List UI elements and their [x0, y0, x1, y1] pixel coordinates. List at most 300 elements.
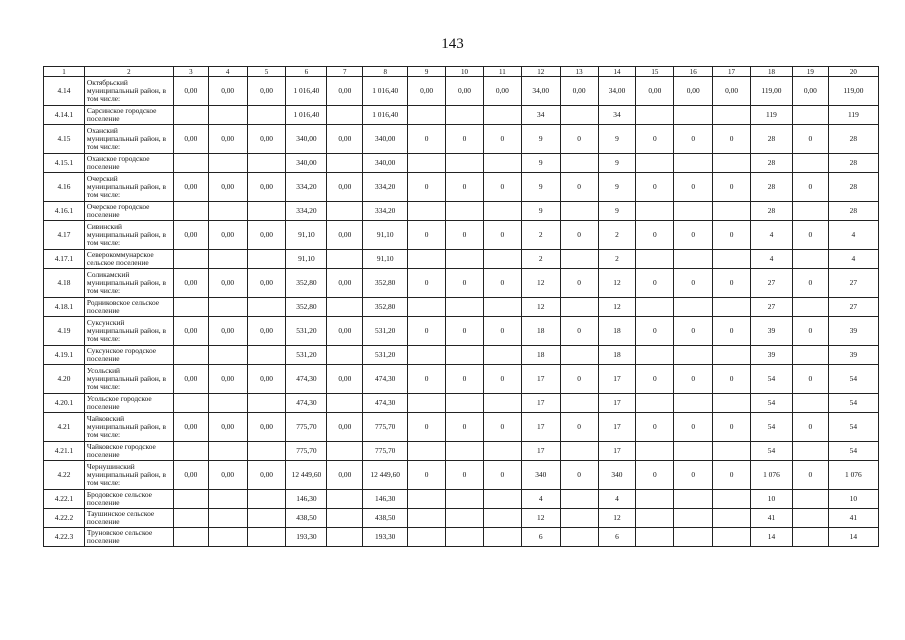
value-cell — [208, 202, 247, 221]
value-cell: 334,20 — [363, 173, 408, 202]
table-row — [44, 461, 879, 490]
value-cell — [446, 394, 484, 413]
row-number-cell: 4.19.1 — [44, 346, 85, 365]
header-cell: 3 — [173, 67, 208, 77]
value-cell — [247, 298, 286, 317]
municipality-name-cell: Бродовское сельское поселение — [84, 490, 173, 509]
value-cell: 6 — [521, 528, 560, 547]
value-cell: 12 — [521, 269, 560, 298]
value-cell: 340,00 — [363, 125, 408, 154]
value-cell: 0 — [713, 173, 751, 202]
table-row — [44, 298, 879, 317]
value-cell — [483, 106, 521, 125]
value-cell: 531,20 — [286, 346, 327, 365]
value-cell: 0,00 — [327, 461, 363, 490]
value-cell: 10 — [750, 490, 792, 509]
value-cell: 34 — [598, 106, 636, 125]
value-cell — [247, 490, 286, 509]
value-cell: 0 — [792, 221, 828, 250]
value-cell: 775,70 — [286, 442, 327, 461]
value-cell: 0 — [560, 125, 598, 154]
value-cell — [247, 509, 286, 528]
value-cell — [483, 154, 521, 173]
value-cell: 0 — [636, 365, 674, 394]
municipality-name-cell: Октябрьский муниципальный район, в том числе: — [84, 77, 173, 106]
value-cell: 0 — [483, 269, 521, 298]
value-cell: 193,30 — [363, 528, 408, 547]
header-cell: 12 — [521, 67, 560, 77]
row-number-cell: 4.21.1 — [44, 442, 85, 461]
value-cell — [713, 346, 751, 365]
value-cell: 41 — [750, 509, 792, 528]
value-cell: 0 — [636, 461, 674, 490]
header-cell: 14 — [598, 67, 636, 77]
value-cell: 4 — [828, 221, 878, 250]
value-cell: 119 — [828, 106, 878, 125]
value-cell: 0 — [674, 413, 713, 442]
value-cell — [483, 298, 521, 317]
value-cell: 39 — [828, 317, 878, 346]
value-cell: 34,00 — [598, 77, 636, 106]
value-cell: 91,10 — [286, 221, 327, 250]
value-cell — [674, 442, 713, 461]
value-cell — [408, 298, 446, 317]
table-row — [44, 394, 879, 413]
municipality-name-cell: Соликамский муниципальный район, в том числе: — [84, 269, 173, 298]
value-cell: 0,00 — [247, 269, 286, 298]
value-cell: 0,00 — [208, 125, 247, 154]
value-cell — [446, 202, 484, 221]
value-cell: 0,00 — [713, 77, 751, 106]
municipality-name-cell: Оханское городское поселение — [84, 154, 173, 173]
value-cell: 0,00 — [247, 461, 286, 490]
value-cell — [483, 442, 521, 461]
table-row — [44, 154, 879, 173]
value-cell: 4 — [750, 221, 792, 250]
value-cell: 17 — [598, 413, 636, 442]
value-cell — [560, 202, 598, 221]
value-cell — [792, 394, 828, 413]
row-number-cell: 4.17 — [44, 221, 85, 250]
value-cell: 1 016,40 — [286, 106, 327, 125]
value-cell: 474,30 — [286, 365, 327, 394]
value-cell: 2 — [598, 250, 636, 269]
table-row — [44, 442, 879, 461]
table-row — [44, 125, 879, 154]
value-cell: 352,80 — [286, 269, 327, 298]
header-cell: 4 — [208, 67, 247, 77]
row-number-cell: 4.22.1 — [44, 490, 85, 509]
value-cell: 17 — [521, 442, 560, 461]
value-cell: 775,70 — [286, 413, 327, 442]
value-cell: 119,00 — [750, 77, 792, 106]
value-cell: 531,20 — [363, 346, 408, 365]
value-cell: 0 — [408, 125, 446, 154]
value-cell: 0,00 — [247, 413, 286, 442]
table-row — [44, 365, 879, 394]
value-cell: 4 — [521, 490, 560, 509]
value-cell: 0,00 — [173, 77, 208, 106]
header-cell: 10 — [446, 67, 484, 77]
value-cell: 4 — [828, 250, 878, 269]
value-cell — [636, 202, 674, 221]
value-cell — [208, 442, 247, 461]
value-cell — [560, 509, 598, 528]
value-cell — [674, 106, 713, 125]
value-cell: 0,00 — [327, 413, 363, 442]
value-cell: 28 — [828, 154, 878, 173]
row-number-cell: 4.18.1 — [44, 298, 85, 317]
value-cell — [792, 442, 828, 461]
header-cell: 7 — [327, 67, 363, 77]
municipality-name-cell: Труновское сельское поселение — [84, 528, 173, 547]
value-cell: 0 — [560, 413, 598, 442]
value-cell: 0 — [408, 317, 446, 346]
value-cell: 0,00 — [247, 317, 286, 346]
value-cell: 0 — [446, 317, 484, 346]
value-cell — [208, 528, 247, 547]
value-cell — [446, 528, 484, 547]
value-cell — [792, 154, 828, 173]
value-cell — [173, 298, 208, 317]
value-cell — [792, 346, 828, 365]
data-table — [43, 66, 879, 547]
value-cell: 0,00 — [173, 173, 208, 202]
value-cell: 0 — [483, 125, 521, 154]
municipality-name-cell: Сарсинское городское поселение — [84, 106, 173, 125]
value-cell: 0 — [483, 365, 521, 394]
value-cell — [173, 202, 208, 221]
header-cell: 1 — [44, 67, 85, 77]
value-cell: 9 — [521, 173, 560, 202]
value-cell: 27 — [828, 298, 878, 317]
value-cell: 0 — [560, 461, 598, 490]
value-cell — [483, 394, 521, 413]
value-cell — [208, 394, 247, 413]
value-cell — [560, 250, 598, 269]
table-row — [44, 106, 879, 125]
value-cell: 41 — [828, 509, 878, 528]
value-cell: 0 — [674, 269, 713, 298]
header-cell: 16 — [674, 67, 713, 77]
table-row — [44, 490, 879, 509]
value-cell: 0,00 — [327, 269, 363, 298]
municipality-name-cell: Очерское городское поселение — [84, 202, 173, 221]
value-cell: 0 — [636, 269, 674, 298]
value-cell — [674, 154, 713, 173]
value-cell: 775,70 — [363, 442, 408, 461]
value-cell: 0,00 — [792, 77, 828, 106]
value-cell — [247, 346, 286, 365]
value-cell — [674, 490, 713, 509]
value-cell — [560, 394, 598, 413]
value-cell — [173, 250, 208, 269]
value-cell: 2 — [521, 250, 560, 269]
value-cell: 0,00 — [247, 221, 286, 250]
value-cell: 0 — [713, 317, 751, 346]
value-cell — [408, 490, 446, 509]
value-cell: 0 — [483, 317, 521, 346]
value-cell — [208, 298, 247, 317]
row-number-cell: 4.19 — [44, 317, 85, 346]
value-cell — [247, 394, 286, 413]
value-cell: 0 — [560, 365, 598, 394]
row-number-cell: 4.22 — [44, 461, 85, 490]
value-cell: 12 — [598, 269, 636, 298]
value-cell: 18 — [521, 317, 560, 346]
value-cell — [713, 490, 751, 509]
value-cell — [327, 346, 363, 365]
table-row — [44, 346, 879, 365]
value-cell — [713, 509, 751, 528]
table-row — [44, 250, 879, 269]
value-cell: 474,30 — [363, 394, 408, 413]
value-cell: 6 — [598, 528, 636, 547]
value-cell: 0 — [792, 173, 828, 202]
value-cell: 0 — [560, 173, 598, 202]
value-cell: 0 — [674, 317, 713, 346]
value-cell: 0 — [636, 317, 674, 346]
value-cell: 18 — [521, 346, 560, 365]
value-cell — [247, 442, 286, 461]
value-cell — [247, 202, 286, 221]
value-cell: 28 — [828, 125, 878, 154]
value-cell — [446, 490, 484, 509]
value-cell — [247, 154, 286, 173]
header-cell: 2 — [84, 67, 173, 77]
value-cell: 34,00 — [521, 77, 560, 106]
value-cell: 0 — [408, 269, 446, 298]
municipality-name-cell: Суксунский муниципальный район, в том числе: — [84, 317, 173, 346]
value-cell: 27 — [750, 298, 792, 317]
header-cell: 20 — [828, 67, 878, 77]
value-cell: 1 016,40 — [363, 77, 408, 106]
value-cell — [483, 509, 521, 528]
value-cell: 0,00 — [208, 77, 247, 106]
value-cell: 775,70 — [363, 413, 408, 442]
value-cell: 531,20 — [286, 317, 327, 346]
value-cell: 334,20 — [286, 202, 327, 221]
value-cell: 0 — [713, 365, 751, 394]
value-cell: 10 — [828, 490, 878, 509]
value-cell: 0 — [446, 221, 484, 250]
value-cell — [483, 490, 521, 509]
value-cell: 9 — [521, 202, 560, 221]
value-cell: 0 — [713, 269, 751, 298]
municipality-name-cell: Очерский муниципальный район, в том числе: — [84, 173, 173, 202]
value-cell — [173, 154, 208, 173]
value-cell: 0,00 — [327, 317, 363, 346]
value-cell: 0 — [483, 413, 521, 442]
value-cell — [173, 528, 208, 547]
value-cell: 0,00 — [208, 413, 247, 442]
value-cell: 0,00 — [560, 77, 598, 106]
value-cell: 54 — [828, 365, 878, 394]
value-cell — [208, 490, 247, 509]
value-cell: 0,00 — [173, 221, 208, 250]
value-cell — [446, 154, 484, 173]
value-cell: 531,20 — [363, 317, 408, 346]
value-cell — [327, 509, 363, 528]
value-cell: 0 — [636, 125, 674, 154]
value-cell: 0,00 — [208, 173, 247, 202]
value-cell: 334,20 — [286, 173, 327, 202]
value-cell: 0,00 — [173, 461, 208, 490]
value-cell — [713, 528, 751, 547]
value-cell — [792, 528, 828, 547]
value-cell — [636, 154, 674, 173]
value-cell — [674, 250, 713, 269]
value-cell — [247, 250, 286, 269]
value-cell — [636, 394, 674, 413]
header-cell: 6 — [286, 67, 327, 77]
value-cell — [792, 490, 828, 509]
value-cell — [408, 250, 446, 269]
value-cell: 0,00 — [173, 269, 208, 298]
value-cell — [792, 106, 828, 125]
value-cell: 438,50 — [286, 509, 327, 528]
value-cell: 340 — [598, 461, 636, 490]
table-row — [44, 528, 879, 547]
value-cell: 334,20 — [363, 202, 408, 221]
value-cell: 27 — [750, 269, 792, 298]
value-cell — [173, 346, 208, 365]
value-cell — [408, 202, 446, 221]
table-row — [44, 317, 879, 346]
value-cell: 0,00 — [327, 365, 363, 394]
value-cell — [560, 528, 598, 547]
value-cell: 9 — [598, 125, 636, 154]
value-cell — [636, 528, 674, 547]
header-cell: 8 — [363, 67, 408, 77]
municipality-name-cell: Усольское городское поселение — [84, 394, 173, 413]
value-cell — [560, 298, 598, 317]
value-cell: 0 — [674, 365, 713, 394]
municipality-name-cell: Усольский муниципальный район, в том числе: — [84, 365, 173, 394]
header-cell: 5 — [247, 67, 286, 77]
value-cell: 0 — [792, 413, 828, 442]
value-cell — [408, 509, 446, 528]
value-cell: 0 — [446, 365, 484, 394]
municipality-name-cell: Оханский муниципальный район, в том числе: — [84, 125, 173, 154]
value-cell: 12 449,60 — [286, 461, 327, 490]
value-cell — [560, 490, 598, 509]
value-cell: 17 — [598, 442, 636, 461]
value-cell: 4 — [598, 490, 636, 509]
value-cell: 0,00 — [327, 125, 363, 154]
value-cell: 193,30 — [286, 528, 327, 547]
value-cell — [792, 202, 828, 221]
value-cell — [173, 509, 208, 528]
value-cell: 14 — [828, 528, 878, 547]
municipality-name-cell: Таушинское сельское поселение — [84, 509, 173, 528]
value-cell: 18 — [598, 317, 636, 346]
value-cell — [636, 106, 674, 125]
value-cell: 0 — [446, 413, 484, 442]
value-cell: 17 — [521, 394, 560, 413]
value-cell: 0,00 — [674, 77, 713, 106]
value-cell: 0 — [446, 269, 484, 298]
value-cell — [674, 202, 713, 221]
value-cell: 9 — [521, 125, 560, 154]
value-cell: 0,00 — [173, 413, 208, 442]
value-cell — [713, 154, 751, 173]
value-cell: 0 — [792, 365, 828, 394]
header-cell: 9 — [408, 67, 446, 77]
value-cell — [247, 106, 286, 125]
header-cell: 18 — [750, 67, 792, 77]
value-cell — [636, 442, 674, 461]
header-cell: 15 — [636, 67, 674, 77]
value-cell: 54 — [750, 413, 792, 442]
value-cell: 12 — [521, 509, 560, 528]
value-cell: 0 — [446, 125, 484, 154]
value-cell: 9 — [598, 173, 636, 202]
value-cell: 39 — [828, 346, 878, 365]
value-cell — [446, 509, 484, 528]
value-cell — [483, 528, 521, 547]
municipality-name-cell: Северокоммунарское сельское поселение — [84, 250, 173, 269]
header-cell: 17 — [713, 67, 751, 77]
value-cell: 438,50 — [363, 509, 408, 528]
value-cell: 12 449,60 — [363, 461, 408, 490]
value-cell: 0 — [408, 173, 446, 202]
municipality-name-cell: Чайковское городское поселение — [84, 442, 173, 461]
value-cell — [483, 250, 521, 269]
page-number: 143 — [441, 36, 464, 52]
value-cell — [408, 442, 446, 461]
value-cell: 17 — [598, 365, 636, 394]
value-cell — [560, 346, 598, 365]
row-number-cell: 4.15.1 — [44, 154, 85, 173]
value-cell: 0 — [408, 461, 446, 490]
value-cell — [792, 509, 828, 528]
value-cell: 2 — [598, 221, 636, 250]
value-cell: 0 — [713, 413, 751, 442]
value-cell: 0,00 — [446, 77, 484, 106]
header-row — [44, 67, 879, 77]
value-cell: 91,10 — [363, 250, 408, 269]
value-cell: 0 — [636, 221, 674, 250]
value-cell: 352,80 — [286, 298, 327, 317]
row-number-cell: 4.18 — [44, 269, 85, 298]
value-cell: 474,30 — [363, 365, 408, 394]
value-cell — [446, 442, 484, 461]
value-cell: 0,00 — [483, 77, 521, 106]
value-cell: 54 — [750, 394, 792, 413]
value-cell: 14 — [750, 528, 792, 547]
value-cell: 0 — [674, 173, 713, 202]
value-cell: 340,00 — [286, 125, 327, 154]
value-cell: 0,00 — [636, 77, 674, 106]
table-row — [44, 509, 879, 528]
value-cell — [674, 509, 713, 528]
table-body — [44, 67, 879, 547]
value-cell: 340,00 — [363, 154, 408, 173]
value-cell: 12 — [598, 509, 636, 528]
value-cell — [483, 346, 521, 365]
value-cell: 0 — [792, 317, 828, 346]
value-cell — [327, 154, 363, 173]
value-cell: 18 — [598, 346, 636, 365]
value-cell — [713, 394, 751, 413]
value-cell: 0 — [483, 461, 521, 490]
value-cell: 12 — [521, 298, 560, 317]
value-cell — [208, 509, 247, 528]
value-cell: 54 — [828, 442, 878, 461]
value-cell — [713, 106, 751, 125]
value-cell: 0 — [408, 221, 446, 250]
